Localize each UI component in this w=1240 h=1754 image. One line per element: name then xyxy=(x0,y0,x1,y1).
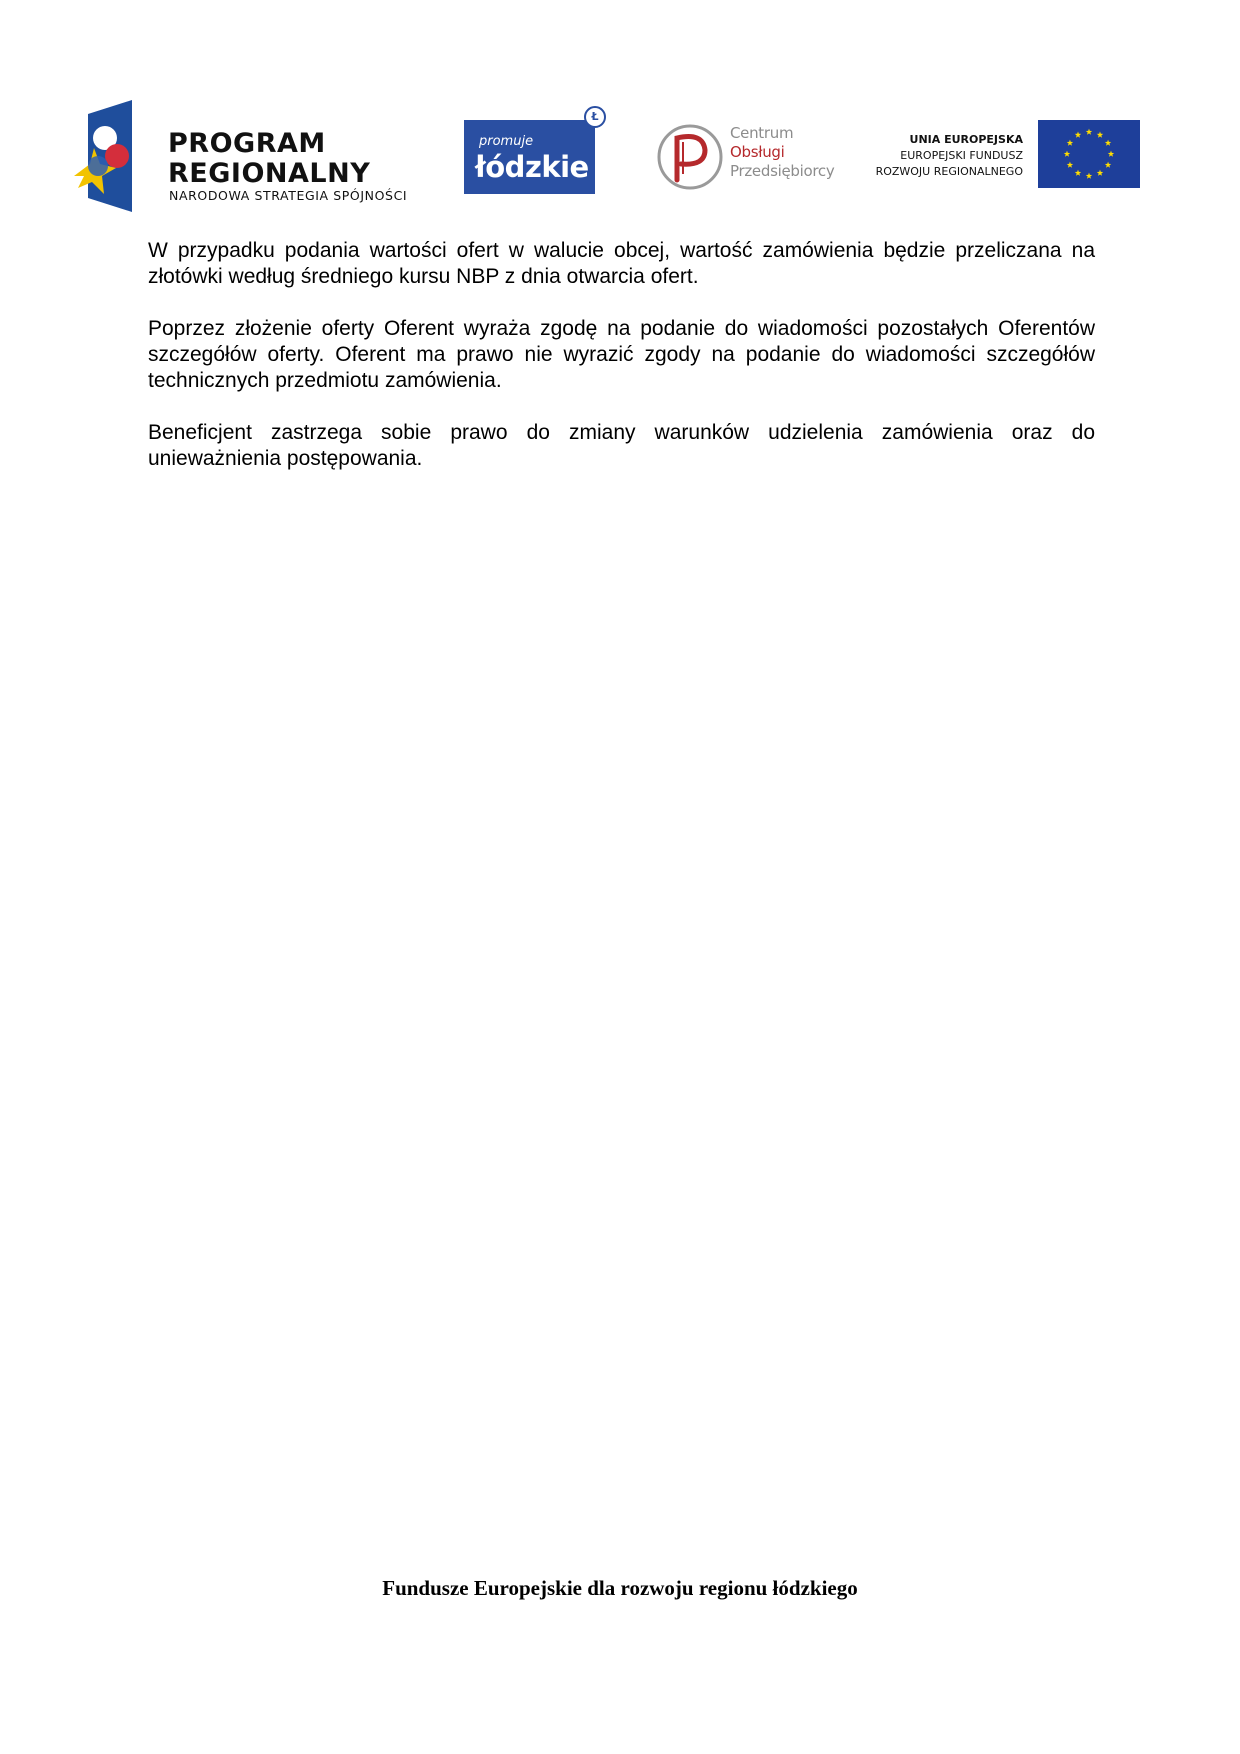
promuje-lodzkie-small-text: promuje xyxy=(479,134,534,149)
centrum-line3: Przedsiębiorcy xyxy=(730,162,835,180)
promuje-lodzkie-logo xyxy=(464,106,608,194)
eu-star-icon xyxy=(1067,140,1073,146)
centrum-line1: Centrum xyxy=(730,124,794,142)
eu-logo xyxy=(866,120,1144,190)
eu-star-icon xyxy=(1086,129,1092,135)
program-regionalny-title-line1: PROGRAM xyxy=(168,128,326,159)
eu-text-block xyxy=(876,132,1023,180)
footer-text: Fundusze Europejskie dla rozwoju regionu łódzkiego xyxy=(382,1576,858,1600)
centrum-obslugi-logo xyxy=(657,122,835,192)
eu-star-icon xyxy=(1067,162,1073,168)
eu-star-icon xyxy=(1064,151,1070,157)
eu-star-icon xyxy=(1075,170,1081,176)
paragraph-currency: W przypadku podania wartości ofert w walucie obcej, wartość zamówienia będzie przeliczana na złotówki według średniego kursu NBP z dnia otwarcia ofert. xyxy=(148,239,1095,288)
eu-stars-icon xyxy=(1038,120,1140,188)
eu-star-icon xyxy=(1108,151,1114,157)
promuje-lodzkie-big-text: łódzkie xyxy=(475,150,589,184)
eu-flag-icon xyxy=(1038,120,1140,188)
eu-text-line3: ROZWOJU REGIONALNEGO xyxy=(875,165,1023,178)
eu-star-icon xyxy=(1075,132,1081,138)
eu-text-line1: UNIA EUROPEJSKA xyxy=(909,133,1023,146)
eu-star-icon xyxy=(1097,170,1103,176)
program-regionalny-emblem-icon xyxy=(74,100,134,212)
program-regionalny-subtitle: NARODOWA STRATEGIA SPÓJNOŚCI xyxy=(169,188,408,203)
eu-star-icon xyxy=(1105,140,1111,146)
eu-star-icon xyxy=(1086,173,1092,179)
document-body xyxy=(148,238,1095,498)
program-regionalny-logo xyxy=(74,100,419,212)
program-regionalny-title-line2: REGIONALNY xyxy=(168,158,371,189)
paragraph-beneficiary: Beneficjent zastrzega sobie prawo do zmiany warunków udzielenia zamówienia oraz do unieważnienia postępowania. xyxy=(148,421,1095,470)
eu-star-icon xyxy=(1105,162,1111,168)
paragraph-consent: Poprzez złożenie oferty Oferent wyraża zgodę na podanie do wiadomości pozostałych Oferentów szczegółów oferty. Oferent ma prawo nie wyrazić zgody na podanie do wiadomości szczegółów technicznych przedmiotu zamówienia. xyxy=(148,317,1095,392)
centrum-line2: Obsługi xyxy=(730,143,785,161)
eu-text-line2: EUROPEJSKI FUNDUSZ xyxy=(900,149,1023,162)
centrum-emblem-icon xyxy=(657,122,723,192)
promuje-lodzkie-badge-icon: Ł xyxy=(584,106,606,128)
eu-star-icon xyxy=(1097,132,1103,138)
